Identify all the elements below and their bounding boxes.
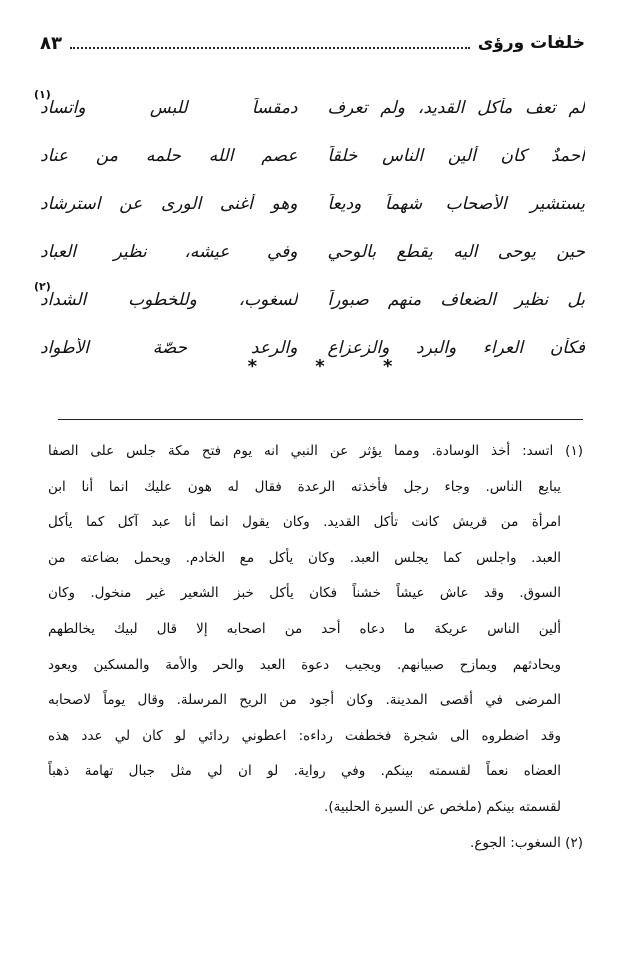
verse-first-hemistich: بل نظير الضعاف منهم صبوراً bbox=[327, 290, 585, 310]
separator-asterisk: * bbox=[315, 356, 325, 377]
verse-first-hemistich: حين يوحى اليه يقطع بالوحي bbox=[327, 242, 585, 262]
page-number: ٨٣ bbox=[40, 32, 62, 54]
poem-verse bbox=[40, 180, 585, 228]
footnote-2: (٢) السغوب: الجوع. bbox=[470, 834, 583, 851]
running-header bbox=[40, 30, 585, 56]
footnote-marker[interactable]: (٢) bbox=[34, 280, 51, 293]
verse-first-hemistich: لم تعف مأكل القديد، ولم تعرف bbox=[327, 98, 585, 118]
verse-second-hemistich: دمقساً للبس واتساد bbox=[40, 98, 298, 118]
footnote-1-line: العضاه نعماً لقسمته بينكم. وفي رواية. لو ان لي مثل جبال تهامة ذهباً bbox=[48, 763, 561, 780]
poem-verse bbox=[40, 228, 585, 276]
footnote-divider bbox=[58, 419, 583, 420]
poem-verse bbox=[34, 84, 585, 132]
verse-first-hemistich: أحمدٌ كان ألين الناس خلقاً bbox=[327, 146, 585, 166]
verse-second-hemistich: وفي عيشه، نظير العباد bbox=[40, 242, 298, 262]
footnote-1-line: يبايع الناس. وجاء رجل فأخذته الرعدة فقال له هون عليك انما أنا ابن bbox=[48, 478, 561, 495]
footnote-1-line: وقد اضطروه الى شجرة فخطفت رداءه: اعطوني ردائي لو كان لي عدد هذه bbox=[48, 727, 561, 744]
verse-second-hemistich: وهو أغنى الورى عن استرشاد bbox=[40, 194, 298, 214]
separator-asterisk: * bbox=[382, 356, 393, 377]
poem bbox=[34, 84, 585, 372]
footnote-1-line: ويحادثهم ويمازح صبيانهم. ويجيب دعوة العبد والحر والأمة والمسكين ويعود bbox=[48, 656, 561, 673]
header-dot-leader bbox=[70, 37, 470, 49]
poem-verse bbox=[34, 276, 585, 324]
footnote-1-line: ألين الناس عريكة ما دعاه أحد من اصحابه إلا قال لبيك يخالطهم bbox=[48, 620, 561, 637]
footnote-1-line: (١) اتسد: أخذ الوسادة. ومما يؤثر عن النبي انه يوم فتح مكة جلس على الصفا bbox=[48, 443, 583, 459]
footnote-1-line: السوق. وقد عاش عيشاً خشناً فكان يأكل خبز الشعير غير منخول. وكان bbox=[48, 585, 561, 602]
separator-asterisk: * bbox=[247, 356, 257, 377]
footnote-1-line: العبد. واجلس كما يجلس العبد. وكان يأكل مع الخادم. ويحمل بضاعته من bbox=[48, 549, 561, 566]
poem-verse bbox=[40, 132, 585, 180]
verse-second-hemistich: والرعد حصّة الأطواد bbox=[40, 338, 298, 358]
section-separator bbox=[0, 356, 640, 377]
book-title: خلفات ورؤى bbox=[477, 33, 585, 53]
footnote-marker[interactable]: (١) bbox=[34, 88, 51, 101]
footnote-1-line: المرضى في أقصى المدينة. وكان أجود من الريح المرسلة. وقال يوماً لاصحابه bbox=[48, 692, 561, 709]
footnote-1-line: لقسمته بينكم (ملخص عن السيرة الحلبية). bbox=[324, 798, 561, 815]
verse-second-hemistich: عصم الله حلمه من عناد bbox=[40, 146, 298, 166]
verse-first-hemistich: فكأن العراء والبرد والزعزاع bbox=[327, 338, 585, 358]
footnotes bbox=[48, 434, 583, 860]
footnote-1-line: امرأة من قريش كانت تأكل القديد. وكان يقول انما أنا عبد آكل كما يأكل bbox=[48, 514, 561, 531]
verse-first-hemistich: يستشير الأصحاب شهماً وديعاً bbox=[327, 194, 585, 214]
verse-second-hemistich: لسغوب، وللخطوب الشداد bbox=[40, 290, 298, 310]
